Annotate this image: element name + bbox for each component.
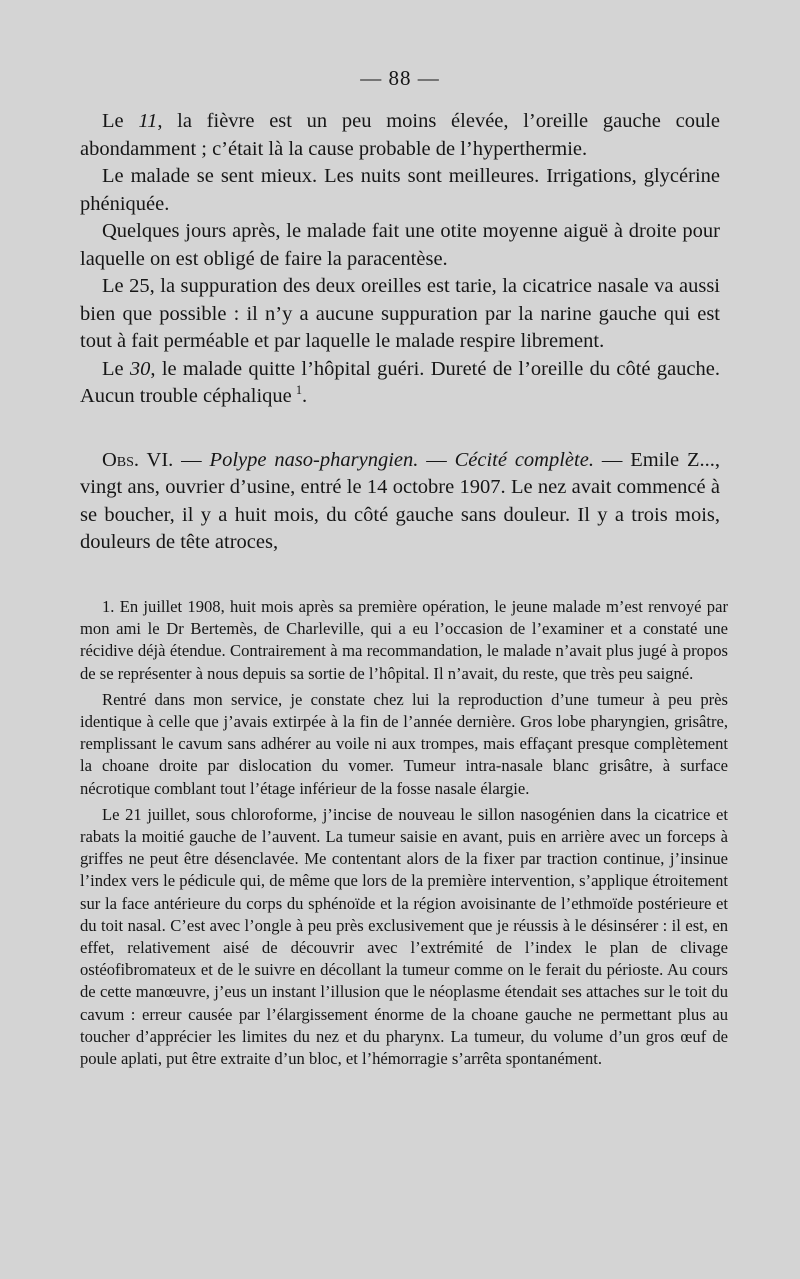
paragraph: Le malade se sent mieux. Les nuits sont meilleures. Irrigations, glycérine phéniquée. xyxy=(80,165,720,215)
paragraph-text: , la fièvre est un peu moins élevée, l’oreille gauche coule abondamment ; c’était là la cause probable de l’hyperthermie. xyxy=(80,110,720,160)
main-text xyxy=(80,108,720,557)
observation-heading: Obs. VI. — Polype naso-pharyngien. — Cécité complète. — Emile Z..., vingt ans, ouvrier d’usine, entré le 14 octobre 1907. Le nez avait commencé à se boucher, il y a huit mois, du côté gauche sans douleur. Il y a trois mois, douleurs de tête atroces, xyxy=(80,448,721,553)
footnote-paragraph: Le 21 juillet, sous chloroforme, j’incise de nouveau le sillon nasogénien dans la cicatrice et rabats la moitié gauche de l’auvent. La tumeur saisie en avant, puis en arrière avec un forceps à griffes ne peut être désenclavée. Me contentant alors de la fixer par traction continue, j’insinue l’index vers le pédicule qui, de même que lors de la première intervention, s’applique étroitement sur la face antérieure du corps du sphénoïde et la région avoisinante de l’ethmoïde postérieure et du toit nasal. C’est avec l’ongle à peu près exclusivement que je réussis à le désinsérer : il est, en effet, relativement aisé de découvrir avec l’extrémité de l’index le plan de clivage ostéofibromateux et de le suivre en décollant la tumeur comme on le ferait du périoste. Au cours de cette manœuvre, j’eus un instant l’illusion que le néoplasme étendait ses attaches sur le toit du cavum : erreur causée par l’élargissement énorme de la choane gauche ne permettant plus au toucher d’apprécier les limites du nez et du pharynx. La tumeur, du volume d’un gros œuf de poule aplati, put être extraite d’un bloc, et l’hémorragie s’arrêta spontanément. xyxy=(80,804,728,1069)
observation-label: Obs. VI. xyxy=(102,448,174,471)
date: 11 xyxy=(138,110,158,132)
paragraph: Quelques jours après, le malade fait une otite moyenne aiguë à droite pour laquelle on est obligé de faire la paracentèse. xyxy=(80,220,720,270)
footnote xyxy=(80,596,728,1074)
date: 30 xyxy=(129,357,151,380)
paragraph: Le 25, la suppuration des deux oreilles est tarie, la cicatrice nasale va aussi bien que possible : il n’y a aucune suppuration par la narine gauche qui est tout à fait perméable et par laquelle le malade respire librement. xyxy=(80,275,720,352)
footnote-paragraph: 1. En juillet 1908, huit mois après sa première opération, le jeune malade m’est renvoyé par mon ami le Dr Bertemès, de Charleville, qui a eu l’occasion de l’examiner et a constaté une récidive déjà étendue. Contrairement à ma recommandation, le malade n’avait plus jugé à propos de se représenter à nous depuis sa sortie de l’hôpital. Il n’avait, du reste, que très peu saigné. xyxy=(80,597,728,683)
paragraph: Le 30, le malade quitte l’hôpital guéri. Dureté de l’oreille du côté gauche. Aucun trouble céphalique $^1$. xyxy=(80,357,720,407)
footnote-paragraph: Rentré dans mon service, je constate chez lui la reproduction d’une tumeur à peu près identique à celle que j’avais extirpée à la fin de l’année dernière. Gros lobe pharyngien, grisâtre, remplissant le cavum sans adhérer au voile ni aux trompes, mais effaçant presque complètement la choane droite par dislocation du vomer. Tumeur intra-nasale blanc grisâtre, à surface nécrotique comblant tout l’étage inférieur de la fosse nasale élargie. xyxy=(80,689,728,798)
paragraph xyxy=(80,108,720,163)
prefix: Le xyxy=(102,110,139,132)
observation-subtitle: Cécité complète. xyxy=(454,448,594,471)
page-number: — 88 — xyxy=(360,66,440,90)
observation-text: Emile Z..., vingt ans, ouvrier d’usine, entré le 14 octobre 1907. Le nez avait commencé à se boucher, il y a huit mois, du côté gauche sans douleur. Il y a trois mois, douleurs de tête atroces, xyxy=(80,448,721,553)
prefix: Le xyxy=(102,357,130,380)
paragraph-text: , le malade quitte l’hôpital guéri. Dureté de l’oreille du côté gauche. Aucun trouble céphalique xyxy=(80,357,720,407)
footnote-ref: 1 xyxy=(295,383,303,398)
observation-title: Polype naso-pharyngien. xyxy=(209,448,419,471)
